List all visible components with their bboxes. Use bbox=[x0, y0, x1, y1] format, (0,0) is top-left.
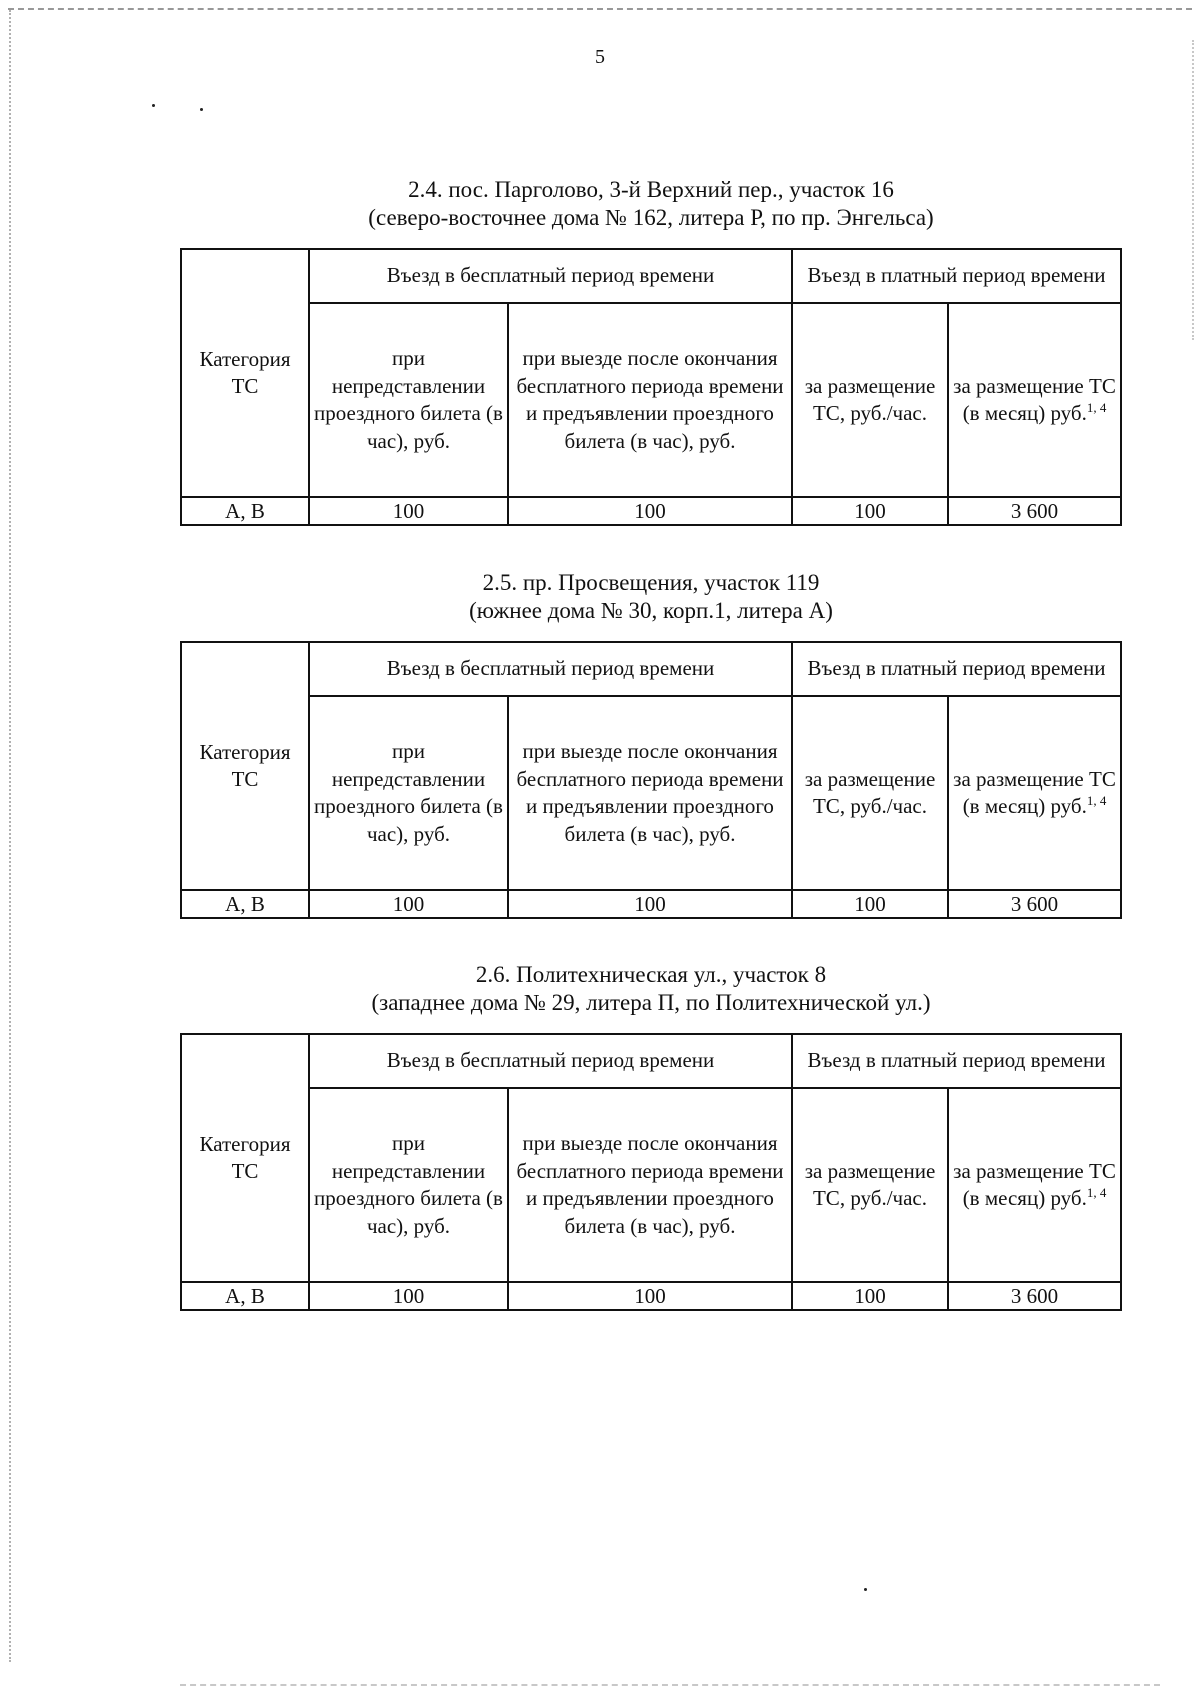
header-category: Категория ТС bbox=[181, 1034, 309, 1282]
header-no-ticket: при непредставлении проездного билета (в час), руб. bbox=[309, 1088, 508, 1282]
cell-after-free: 100 bbox=[508, 1282, 792, 1310]
section-title-line2: (северо-восточнее дома № 162, литера Р, по пр. Энгельса) bbox=[368, 205, 934, 230]
tariff-table bbox=[180, 248, 1122, 526]
header-category: Категория ТС bbox=[181, 642, 309, 890]
cell-no-ticket: 100 bbox=[309, 497, 508, 525]
section-title-line1: 2.6. Политехническая ул., участок 8 bbox=[475, 962, 827, 987]
footnote-ref: 1, 4 bbox=[1086, 793, 1107, 808]
header-per-month-text: за размещение ТС (в месяц) руб. bbox=[953, 1158, 1116, 1210]
scan-speck bbox=[152, 104, 155, 107]
cell-per-month: 3 600 bbox=[948, 890, 1121, 918]
cell-after-free: 100 bbox=[508, 890, 792, 918]
cell-no-ticket: 100 bbox=[309, 890, 508, 918]
section-title-line1: 2.5. пр. Просвещения, участок 119 bbox=[482, 570, 820, 595]
cell-per-month: 3 600 bbox=[948, 1282, 1121, 1310]
cell-per-month: 3 600 bbox=[948, 497, 1121, 525]
footnote-ref: 1, 4 bbox=[1086, 1185, 1107, 1200]
section-title bbox=[180, 569, 1122, 625]
cell-no-ticket: 100 bbox=[309, 1282, 508, 1310]
header-free-period: Въезд в бесплатный период времени bbox=[309, 642, 792, 696]
tariff-table bbox=[180, 641, 1122, 919]
tariff-table bbox=[180, 1033, 1122, 1311]
header-after-free: при выезде после окончания бесплатного периода времени и предъявлении проездного билета (в час), руб. bbox=[508, 696, 792, 890]
cell-per-hour: 100 bbox=[792, 1282, 948, 1310]
section-title-line2: (южнее дома № 30, корп.1, литера А) bbox=[469, 598, 833, 623]
section-2-6 bbox=[180, 961, 1122, 1311]
header-per-month bbox=[948, 303, 1121, 497]
header-per-month bbox=[948, 696, 1121, 890]
header-per-hour: за размещение ТС, руб./час. bbox=[792, 1088, 948, 1282]
section-2-5 bbox=[180, 569, 1122, 919]
header-per-hour: за размещение ТС, руб./час. bbox=[792, 696, 948, 890]
section-title-line2: (западнее дома № 29, литера П, по Политехнической ул.) bbox=[371, 990, 931, 1015]
footnote-ref: 1, 4 bbox=[1086, 400, 1107, 415]
cell-category: А, В bbox=[181, 890, 309, 918]
table-row bbox=[181, 497, 1121, 525]
table-row bbox=[181, 890, 1121, 918]
cell-per-hour: 100 bbox=[792, 890, 948, 918]
header-paid-period: Въезд в платный период времени bbox=[792, 642, 1121, 696]
scan-speck bbox=[864, 1588, 867, 1591]
header-per-month-text: за размещение ТС (в месяц) руб. bbox=[953, 766, 1116, 818]
section-title bbox=[180, 176, 1122, 232]
scan-edge-bottom bbox=[180, 1684, 1160, 1686]
header-no-ticket: при непредставлении проездного билета (в час), руб. bbox=[309, 303, 508, 497]
scan-edge-top bbox=[8, 8, 1192, 10]
cell-after-free: 100 bbox=[508, 497, 792, 525]
header-free-period: Въезд в бесплатный период времени bbox=[309, 1034, 792, 1088]
header-paid-period: Въезд в платный период времени bbox=[792, 249, 1121, 303]
header-per-month bbox=[948, 1088, 1121, 1282]
table-row bbox=[181, 1282, 1121, 1310]
section-2-4 bbox=[180, 176, 1122, 526]
header-paid-period: Въезд в платный период времени bbox=[792, 1034, 1121, 1088]
cell-category: А, В bbox=[181, 1282, 309, 1310]
header-after-free: при выезде после окончания бесплатного периода времени и предъявлении проездного билета (в час), руб. bbox=[508, 303, 792, 497]
header-per-month-text: за размещение ТС (в месяц) руб. bbox=[953, 373, 1116, 425]
scan-edge-right bbox=[1192, 40, 1194, 340]
scan-speck bbox=[200, 108, 203, 111]
header-category: Категория ТС bbox=[181, 249, 309, 497]
cell-per-hour: 100 bbox=[792, 497, 948, 525]
section-title-line1: 2.4. пос. Парголово, 3-й Верхний пер., участок 16 bbox=[408, 177, 894, 202]
cell-category: А, В bbox=[181, 497, 309, 525]
header-after-free: при выезде после окончания бесплатного периода времени и предъявлении проездного билета (в час), руб. bbox=[508, 1088, 792, 1282]
section-title bbox=[180, 961, 1122, 1017]
scan-edge-left bbox=[9, 10, 11, 1662]
page-number: 5 bbox=[595, 46, 605, 68]
header-free-period: Въезд в бесплатный период времени bbox=[309, 249, 792, 303]
header-per-hour: за размещение ТС, руб./час. bbox=[792, 303, 948, 497]
header-no-ticket: при непредставлении проездного билета (в час), руб. bbox=[309, 696, 508, 890]
